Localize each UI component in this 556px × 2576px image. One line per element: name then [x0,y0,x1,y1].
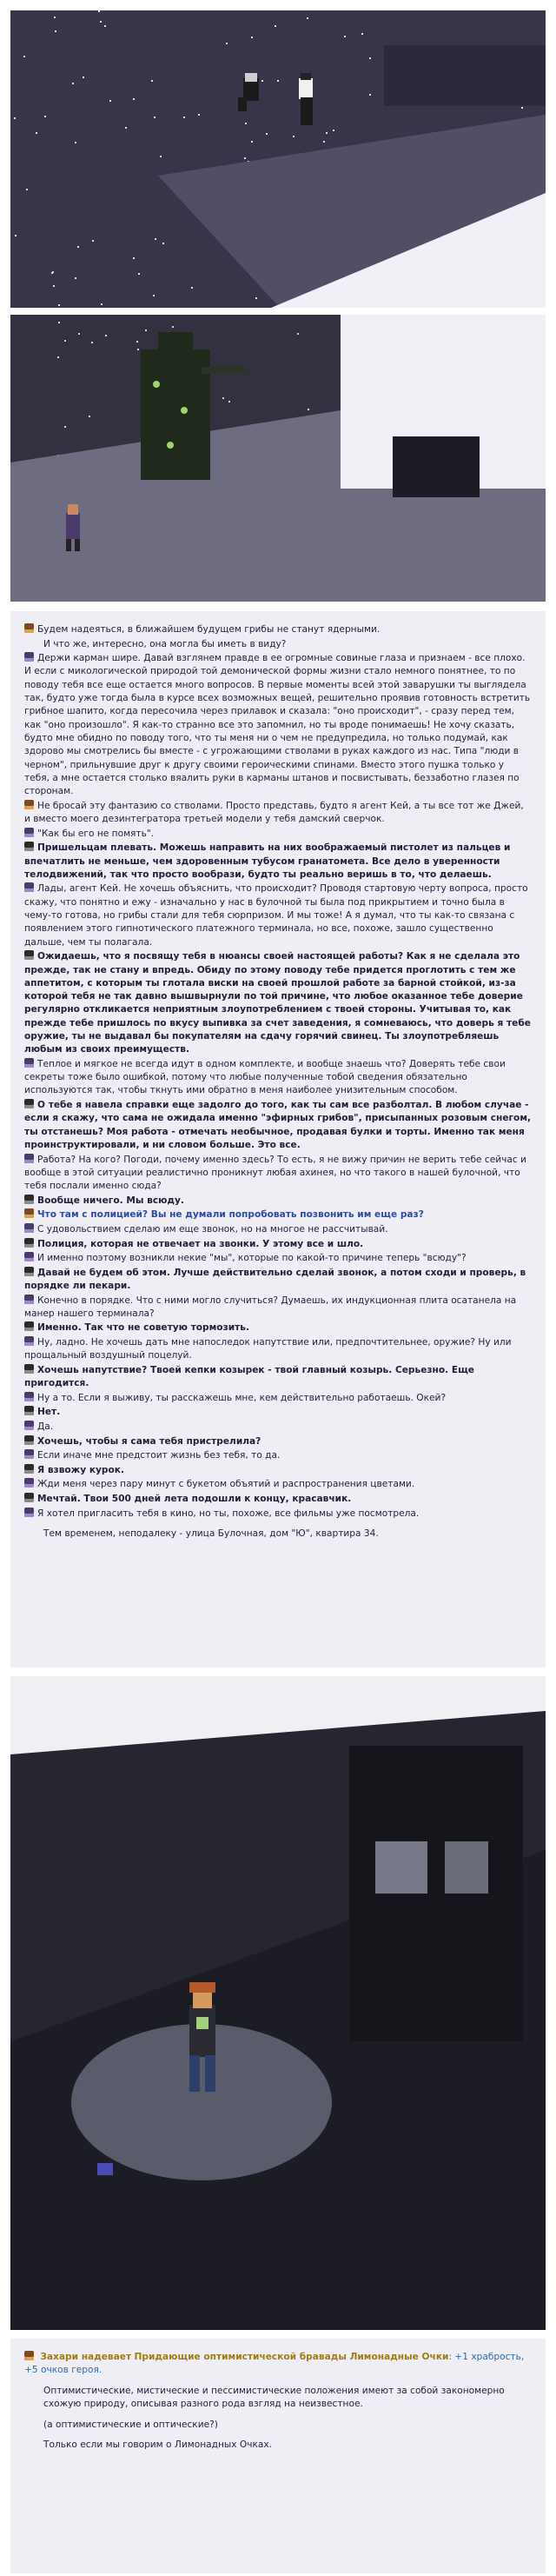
dialogue-text: И что же, интересно, она могла бы иметь в виду? [43,638,287,649]
dialogue-text: Полиция, которая не отвечает на звонки. У этому все и шло. [37,1238,364,1249]
speaker-j-icon [24,652,34,662]
badge-item: Придающие оптимистической бравады Лимонадные Очки [134,2352,449,2362]
dialogue-line [24,1493,532,1506]
speaker-z-icon [24,1208,34,1218]
dialogue-text: Ну а то. Если я выживу, ты расскажешь мне, кем действительно работаешь. Окей? [37,1392,447,1403]
speaker-j-icon [24,1508,34,1517]
dialogue-line [24,828,532,841]
scene-bottom-panel [10,1676,546,2330]
speaker-j-icon [24,1478,34,1488]
speaker-k-icon [24,1464,34,1474]
dialogue-text: Не бросай эту фантазию со стволами. Просто представь, будто я агент Кей, а ты все тот же Джей, и вместо моего дезинтегратора третьей модели у тебя дамский сверчок. [24,800,524,825]
dialogue-line [24,652,532,798]
dialogue-text: Ну, ладно. Не хочешь дать мне напоследок напутствие или, предпочтительнее, оружие? Ну или прощальный воздушный поцелуй. [24,1337,512,1361]
dialogue-text: Хочешь, чтобы я сама тебя пристрелила? [37,1435,261,1447]
dialogue-text: Тем временем, неподалеку - улица Булочная, дом "Ю", квартира 34. [43,1528,379,1539]
dialogue-text: Держи карман шире. Давай взглянем правде в ее огромные совиные глаза и признаем - все плохо. И если с микологической природой той демонической формы жизни стало немного понятнее, то по поводу тебя все еще остается много вопросов. В первые моменты всей этой заварушки ты выглядела так, будто уже тогда была в курсе всех возможных вещей, решительно проявив готовность встретить грибное шапито, когда пересочила через прилавок и сказала: "оно происходит", - сразу перед тем, как "оно произошло". Я как-то странно все это запомнил, но ты вроде понимаешь! Не хочу сказать, будто мне обидно по поводу того, что ты меня ни о чем не предупредила, но только подумай, как здорово мы смотрелись бы вместе - с угрожающими стволами в руках каждого из нас. Типа "люди в черном", прильнувшие друг к другу своими героическими спинами. Вместо этого пушка только у тебя, а мне остается столько вяалить руки в карманы штанов и посвистывать, беззаботно глазея по сторонам. [24,653,531,797]
speaker-k-icon [24,1195,34,1204]
speaker-k-icon [24,1435,34,1445]
speaker-k-icon [24,1238,34,1248]
dialogue-text: Ожидаешь, что я посвящу тебя в нюансы своей настоящей работы? Как я не сделала это прежде, так не стану и впредь. Обиду по этому поводу тебе придется проглотить с тем же аппетитом, с которым ты глотала виски на своей прошлой работе за барной стойкой, из-за которой тебя не так давно вышвырнули по той причине, что любое оказанное тебе доверие регулярно откликается неприятным злоупотреблением с твоей стороны. Учитывая то, как прежде тебе пришлось по вкусу выпивка за счет заведения, я сомневаюсь, что доверь я тебе оружие, ты не выдавал бы покупателям на сдачу горячий свинец. Ты злоупотребляешь любым из своих преимуществ. [24,951,531,1055]
footer-para2: (а оптимистические и оптические?) [43,2419,218,2430]
dialogue-line [24,1336,532,1363]
dialogue-line [24,638,532,651]
speaker-j-icon [24,1252,34,1261]
dialogue-block [10,611,546,1667]
speaker-j-icon [24,1449,34,1459]
dropped-item [97,2163,113,2175]
speaker-j-icon [24,1295,34,1304]
speaker-icon [24,2351,34,2360]
dialogue-line [24,1252,532,1265]
dialogue-line [24,1321,532,1335]
speaker-j-icon [24,882,34,892]
speaker-k-icon [24,1364,34,1374]
dialogue-text: Именно. Так что не советую тормозить. [37,1322,250,1334]
dialogue-text: Что там с полицией? Вы не думали попробовать позвонить им еще раз? [37,1209,424,1221]
dialogue-text: Работа? На кого? Погоди, почему именно здесь? То есть, я не вижу причин не верить тебе сейчас и вообще в этой ситуации реалистично проникнут любая ахинея, но что такого в нашей булочной, что тебя послали именно сюда? [24,1154,526,1192]
scene-mid-panel [10,315,546,602]
dialogue-line [24,1223,532,1236]
dialogue-line [24,950,532,1056]
speaker-k-icon [24,1321,34,1331]
dialogue-text: Да. [37,1421,54,1433]
scene-mid-art [10,315,546,602]
dialogue-line [24,1464,532,1477]
speaker-k-icon [24,842,34,851]
dialogue-line [24,1449,532,1462]
speaker-j-icon [24,828,34,837]
speaker-j-icon [24,1336,34,1346]
dialogue-line [24,1099,532,1152]
speaker-k-icon [24,1493,34,1502]
badge-line [24,2351,532,2378]
dialogue-text: Давай не будем об этом. Лучше действительно сделай звонок, а потом сходи и проверь, в порядке ли пекари. [24,1267,526,1291]
dialogue-text: Вообще ничего. Мы всюду. [37,1195,184,1206]
dialogue-line [24,1435,532,1448]
dialogue-text: Мечтай. Твои 500 дней лета подошли к концу, красавчик. [37,1494,352,1505]
speaker-j-icon [24,1058,34,1068]
dialogue-text: И именно поэтому возникли некие "мы", которые по какой-то причине теперь "всюду"? [37,1253,467,1264]
dialogue-line [24,1295,532,1321]
dialogue-text: Будем надеяться, в ближайшем будущем грибы не станут ядерными. [37,624,381,635]
dialogue-line [24,1195,532,1208]
speaker-j-icon [24,1154,34,1163]
dialogue-line [24,882,532,949]
scene-bottom-art [10,1676,546,2330]
speaker-k-icon [24,950,34,960]
dialogue-line [24,1238,532,1251]
dialogue-line [24,1267,532,1294]
speaker-j-icon [24,1392,34,1401]
footer-para3: Только если мы говорим о Лимонадных Очках. [43,2440,273,2451]
dialogue-text: О тебе я навела справки еще задолго до того, как ты сам все разболтал. В любом случае - если я скажу, что сама не ожидала именно "эфирных грибов", присыпанных розовым снегом, ты отстанешь? Моя работа - отмечать необычное, продавая булки и торты. Именно так меня проинструктировали, и ни словом больше. Это все. [24,1100,532,1150]
dialogue-line [24,1508,532,1521]
dialogue-line [24,1421,532,1434]
dialogue-text: С удовольствием сделаю им еще звонок, но на многое не рассчитывай. [37,1223,388,1235]
dialogue-text: "Как бы его не помять". [37,828,155,839]
footer-block [10,2339,546,2573]
dialogue-text: Теплое и мягкое не всегда идут в одном комплекте, и вообще знаешь что? Доверять тебе свои секреты тоже было ошибкой, потому что любые полученные тобой сведения обязательно используются так, чтобы ткнуть ими обратно в меня наиболее унизительным способом. [24,1058,506,1096]
second-figure [299,73,313,125]
dialogue-line [24,1058,532,1098]
badge-prefix: Захари надевает [40,2352,132,2362]
dialogue-line [24,842,532,882]
scene-top-art [10,10,546,308]
dialogue-line [24,1392,532,1405]
dialogue-text: Лады, агент Кей. Не хочешь объяснить, что происходит? Проводя стартовую черту вопроса, просто скажу, что понятно и ежу - изначально у нас в булочной ты была под прикрытием и точно была в чему-то готова, но грибы стали для тебя сюрпризом. И мы тоже! А я думал, что ты как-то связана с появлением этого гипнотического платежного терминала, но все, похоже, зашло существенно дальше, чем ты полагала. [24,883,528,948]
dialogue-text: Нет. [37,1407,61,1418]
speaker-j-icon [24,1421,34,1430]
badge-stats: : +1 храбрость, +5 очков героя. [24,2352,525,2376]
dialogue-text: Конечно в порядке. Что с ними могло случиться? Думаешь, их индукционная плита осатанела на манер нашего терминала? [24,1295,517,1319]
dialogue-line [24,1154,532,1194]
speaker-j-icon [24,1223,34,1233]
dialogue-line [24,1364,532,1391]
dialogue-text: Жди меня через пару минут с букетом объятий и распространения цветами. [37,1479,415,1490]
speaker-z-icon [24,623,34,633]
speaker-k-icon [24,1267,34,1276]
dialogue-text: Я взвожу курок. [37,1464,124,1475]
dialogue-line [24,1406,532,1419]
speaker-k-icon [24,1099,34,1108]
dialogue-line [24,1478,532,1491]
dialogue-line [24,1208,532,1221]
footer-para1: Оптимистические, мистические и пессимистические положения имеют за собой закономерно схожую природу, описывая разного рода взгляд на неизвестное. [43,2385,505,2410]
dialogue-text: Хочешь напутствие? Твоей кепки козырек - твой главный козырь. Серьезно. Еще пригодится. [24,1364,474,1389]
dialogue-text: Пришельцам плевать. Можешь направить на них воображаемый пистолет из пальцев и впечатлить не меньше, чем здоровенным тубусом гранатомета. Все дело в уверенности телодвижений, так что просто вообрази, будто ты реально веришь в то, что делаешь. [24,842,511,880]
speaker-k-icon [24,1406,34,1415]
dialogue-text: Я хотел пригласить тебя в кино, но ты, похоже, все фильмы уже посмотрела. [37,1508,420,1519]
dialogue-line [24,623,532,636]
dialogue-text: Если иначе мне предстоит жизнь без тебя, то да. [37,1450,281,1461]
scene-top-panel [10,10,546,308]
speaker-z-icon [24,800,34,809]
dialogue-line [24,1528,532,1541]
dialogue-line [24,800,532,827]
